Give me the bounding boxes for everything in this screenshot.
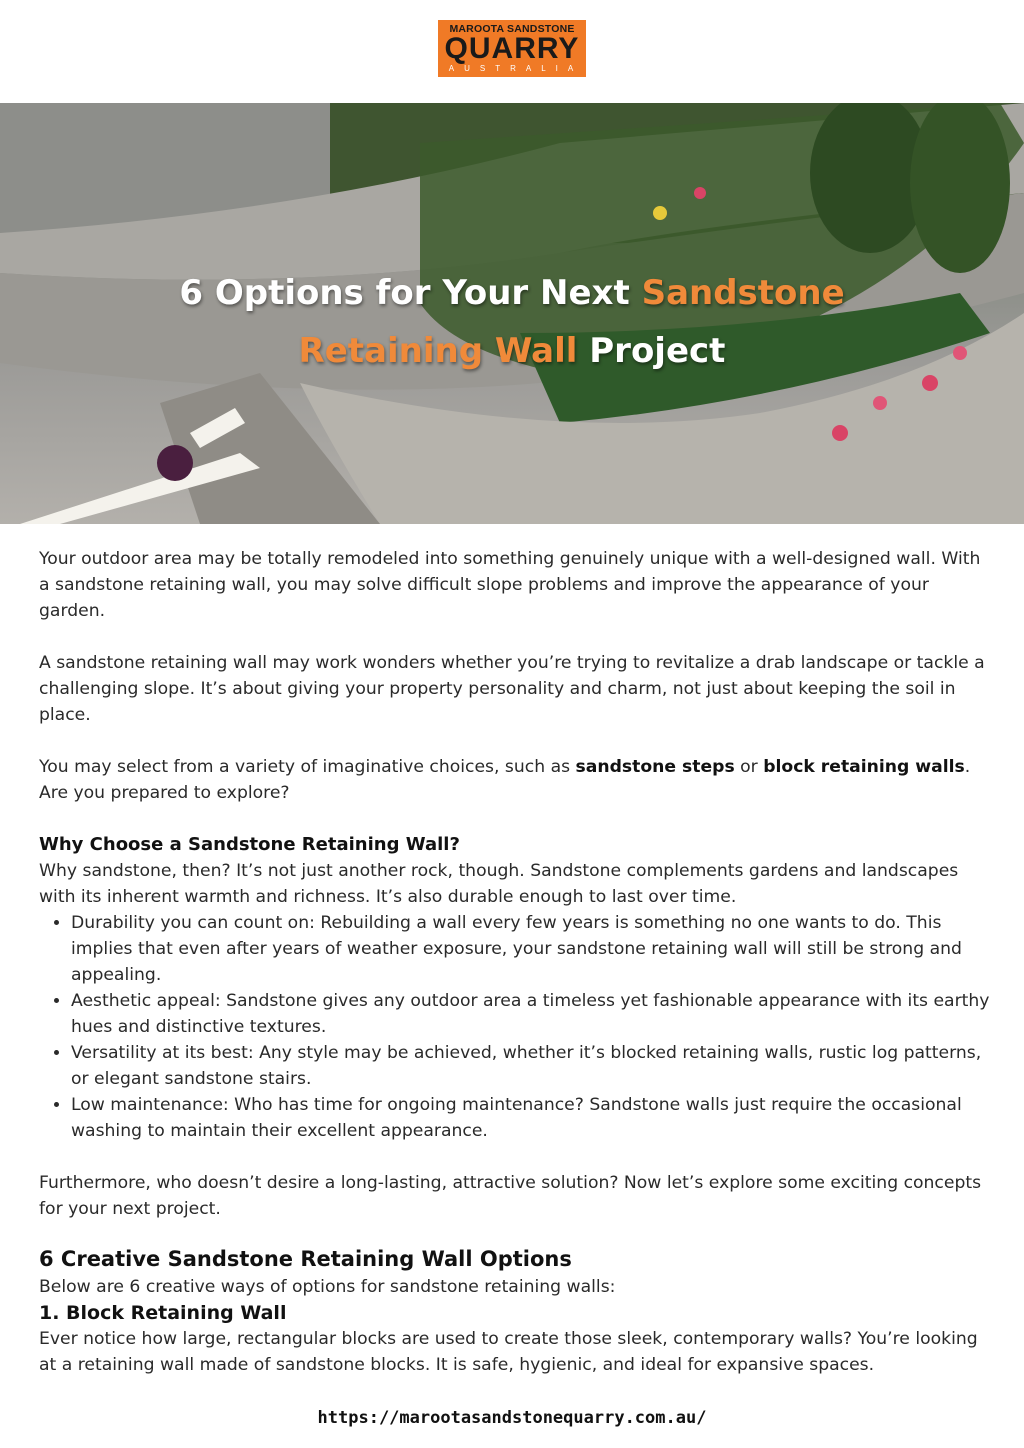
- garden-retaining-wall-illustration: [0, 103, 1024, 524]
- option-1-paragraph: Ever notice how large, rectangular blocks are used to create those sleek, contemporary walls? You’re looking at a retaining wall made of sandstone blocks. It is safe, hygienic, and ideal for expansive spaces.: [39, 1329, 978, 1375]
- intro-p3-mid: or: [734, 757, 764, 777]
- logo-line-1: MAROOTA SANDSTONE: [449, 23, 575, 35]
- hero-title-line-1: [0, 273, 1024, 313]
- options-intro: Below are 6 creative ways of options for sandstone retaining walls:: [39, 1277, 616, 1297]
- sandstone-steps-link[interactable]: sandstone steps: [575, 757, 735, 777]
- intro-paragraph-1: Your outdoor area may be totally remodeled into something genuinely unique with a well-designed wall. With a sandstone retaining wall, you may solve difficult slope problems and improve the appearance of your garden.: [39, 549, 981, 621]
- article-body: [39, 546, 994, 1378]
- options-heading: 6 Creative Sandstone Retaining Wall Options: [39, 1247, 572, 1271]
- list-item: • Aesthetic appeal: Sandstone gives any outdoor area a timeless yet fashionable appearance with its earthy hues and distinctive textures.: [71, 988, 994, 1040]
- logo-line-3: AUSTRALIA: [448, 64, 584, 73]
- hero-title-highlight-2: Retaining Wall: [298, 331, 578, 371]
- block-retaining-walls-link[interactable]: block retaining walls: [763, 757, 965, 777]
- option-1-heading: 1. Block Retaining Wall: [39, 1302, 287, 1324]
- benefits-list: [39, 910, 994, 1144]
- intro-paragraph-2: A sandstone retaining wall may work wonders whether you’re trying to revitalize a drab landscape or tackle a challenging slope. It’s about giving your property personality and charm, not just about keeping the soil in place.: [39, 653, 985, 725]
- intro-p3-end: . Are you prepared to explore?: [39, 757, 971, 803]
- closing-paragraph: Furthermore, who doesn’t desire a long-lasting, attractive solution? Now let’s explore some exciting concepts for your next project.: [39, 1173, 982, 1219]
- intro-paragraph-3: [39, 754, 994, 806]
- footer-website-link[interactable]: https://marootasandstonequarry.com.au/: [317, 1408, 707, 1428]
- why-paragraph: Why sandstone, then? It’s not just another rock, though. Sandstone complements gardens and landscapes with its inherent warmth and richness. It’s also durable enough to last over time.: [39, 861, 959, 907]
- company-logo[interactable]: [438, 20, 586, 77]
- why-heading: Why Choose a Sandstone Retaining Wall?: [39, 834, 460, 855]
- list-item: • Versatility at its best: Any style may be achieved, whether it’s blocked retaining walls, rustic log patterns, or elegant sandstone stairs.: [71, 1040, 994, 1092]
- hero-title-part-2: Project: [577, 331, 726, 371]
- list-item: • Low maintenance: Who has time for ongoing maintenance? Sandstone walls just require the occasional washing to maintain their excellent appearance.: [71, 1092, 994, 1144]
- intro-p3-start: You may select from a variety of imaginative choices, such as: [39, 757, 576, 777]
- hero-title-line-2: [0, 331, 1024, 371]
- hero-title-highlight-1: Sandstone: [641, 273, 845, 313]
- list-item: • Durability you can count on: Rebuilding a wall every few years is something no one wants to do. This implies that even after years of weather exposure, your sandstone retaining wall will still be strong and appealing.: [71, 910, 994, 988]
- hero-banner-image: [0, 103, 1024, 524]
- logo-line-2: QUARRY: [444, 32, 580, 65]
- hero-title-part-1: 6 Options for Your Next: [179, 273, 642, 313]
